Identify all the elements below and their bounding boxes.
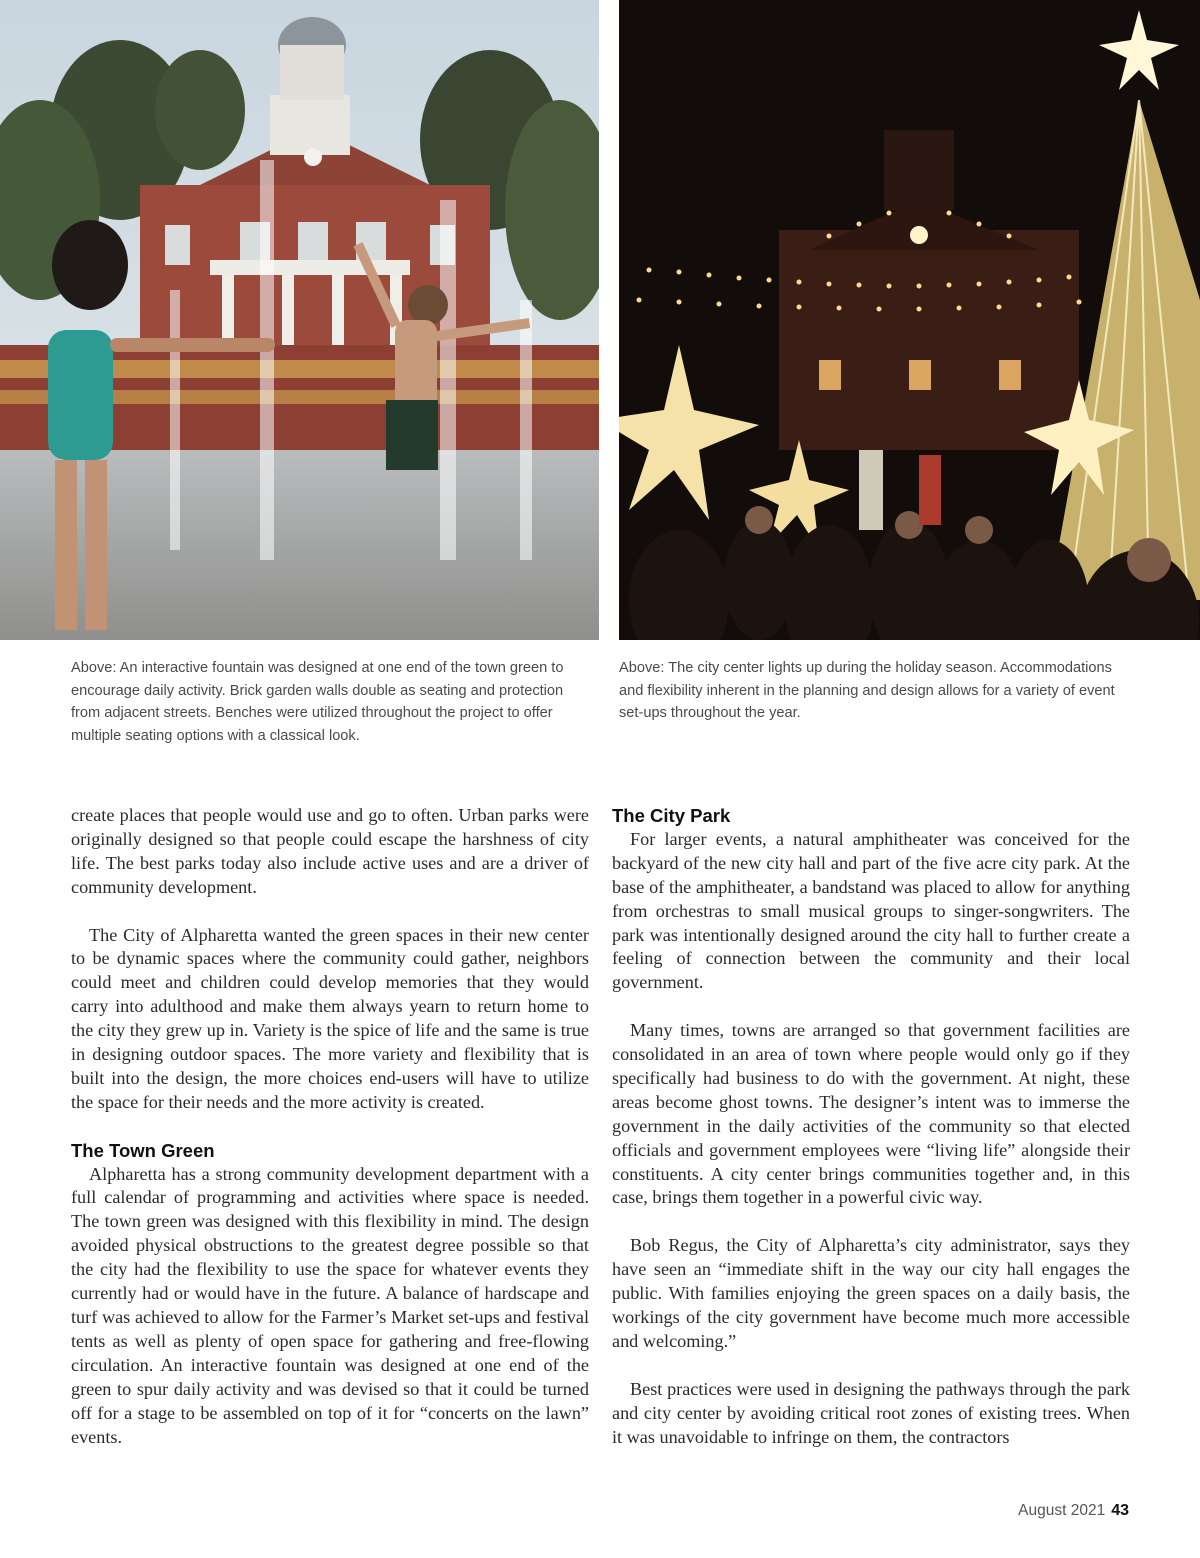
photo-caption-left: Above: An interactive fountain was designed at one end of the town green to encourage daily activity. Brick garden walls double as seating and protection from adjacent streets. Benches were utilized throughout the project to offer multiple seating options with a classical look. xyxy=(71,660,564,744)
page-number: 43 xyxy=(1111,1502,1129,1519)
issue-date: August 2021 xyxy=(1018,1502,1106,1519)
section-heading-city-park: The City Park xyxy=(612,805,731,826)
page-footer xyxy=(1018,1502,1129,1520)
photo-caption-right: Above: The city center lights up during the holiday season. Accommodations and flexibility inherent in the planning and design allows for a variety of event set-ups throughout the year. xyxy=(619,660,1115,721)
body-paragraph: For larger events, a natural amphitheater was conceived for the backyard of the new city hall and part of the five acre city park. At the base of the amphitheater, a bandstand was placed to allow for anything from orchestras to small musical groups to singer-songwriters. The park was intentionally designed around the city hall to further create a feeling of connection between the community and their local government. xyxy=(612,828,1130,993)
holiday-lights-photo-illustration xyxy=(619,0,1200,640)
section-heading-town-green: The Town Green xyxy=(71,1139,215,1161)
fountain-photo xyxy=(0,0,599,640)
article-column-right xyxy=(612,804,1130,1449)
body-paragraph: Alpharetta has a strong community development department with a full calendar of programming and activities where space is needed. The town green was designed with this flexibility in mind. The design avoided physical obstructions to the greatest degree possible so that the city had the flexibility to use the space for whatever events they currently had or would have in the future. A balance of hardscape and turf was achieved to allow for the Farmer’s Market set-ups and festival tents as well as plenty of open space for gathering and free-flowing circulation. An interactive fountain was designed at one end of the green to spur daily activity and was devised so that it could be turned off for a stage to be assembled on top of it for “concerts on the lawn” events. xyxy=(71,1163,589,1447)
fountain-photo-illustration xyxy=(0,0,599,640)
holiday-lights-photo xyxy=(619,0,1200,640)
body-paragraph: Best practices were used in designing the pathways through the park and city center by avoiding critical root zones of existing trees. When it was unavoidable to infringe on them, the contractors xyxy=(612,1378,1130,1447)
body-paragraph: The City of Alpharetta wanted the green spaces in their new center to be dynamic spaces where the community could gather, neighbors could meet and children could develop memories that they would carry into adulthood and make them always yearn to return home to the city they grew up in. Variety is the spice of life and the same is true in designing outdoor spaces. The more variety and flexibility that is built into the design, the more choices end-users will have to utilize the space for their needs and the more activity is created. xyxy=(71,924,589,1112)
body-paragraph: Many times, towns are arranged so that government facilities are consolidated in an area of town where people would only go if they specifically had business to do with the government. At night, these areas become ghost towns. The designer’s intent was to immerse the government in the daily activities of the community so that elected officials and government employees were “living life” alongside their constituents. A city center brings communities together and, in this case, brings them together in a powerful civic way. xyxy=(612,1020,1130,1208)
body-paragraph: create places that people would use and go to often. Urban parks were originally designed so that people could escape the harshness of city life. The best parks today also include active uses and are a driver of community development. xyxy=(71,805,589,897)
article-column-left xyxy=(71,804,589,1449)
body-paragraph: Bob Regus, the City of Alpharetta’s city administrator, says they have seen an “immediate shift in the way our city hall engages the public. With families enjoying the green spaces on a daily basis, the workings of the city government have become much more accessible and welcoming.” xyxy=(612,1235,1130,1351)
